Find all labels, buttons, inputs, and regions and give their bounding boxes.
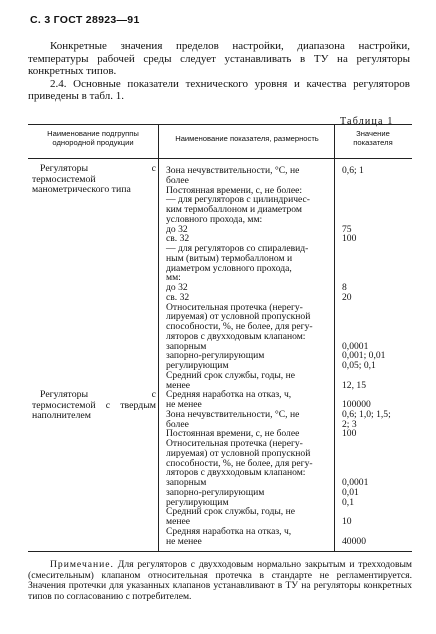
table-row-value: 8 xyxy=(342,282,347,293)
table-row-value: 0,0001 xyxy=(342,340,369,352)
table-row-value: 0,6; 1,0; 1,5; xyxy=(342,408,391,420)
table-row-indicator: до 32 xyxy=(166,223,188,235)
table-row-indicator: более xyxy=(166,418,189,430)
table-row-indicator: лируемая) от условной пропускной xyxy=(166,447,311,459)
table-row-value: 2; 3 xyxy=(342,418,357,430)
table-row-value: 0,6; 1 xyxy=(342,165,364,176)
table-row-indicator: Средний срок службы, годы, не xyxy=(166,369,295,381)
table-bottom-rule xyxy=(28,551,412,552)
table-row-indicator: св. 32 xyxy=(166,233,190,245)
table-row-indicator: Относительная протечка (нерегу- xyxy=(166,438,303,449)
table-note xyxy=(28,560,412,602)
intro-paragraph-2: 2.4. Основные показатели технического уровня и качества регуляторов приведены в табл. 1. xyxy=(28,77,410,102)
table-row-indicator: запорным xyxy=(166,477,207,488)
header-value-column: Значение показателя xyxy=(353,129,393,147)
table-row-indicator: не менее xyxy=(166,399,202,410)
indicators-table xyxy=(28,124,412,552)
table-row-value: 100000 xyxy=(342,399,371,410)
table-row-indicator: Относительная протечка (нерегу- xyxy=(166,301,303,313)
header-group-column: Наименование подгруппы однородной продукции xyxy=(47,129,139,147)
table-row-value: 40000 xyxy=(342,535,366,547)
table-row-indicator: Постоянная времени, с, не более: xyxy=(166,184,302,196)
intro-paragraph-1: Конкретные значения пределов настройки, диапазона настройки, температуры рабочей среды следует устанавливать в ТУ на регуляторы конкретных типов. xyxy=(28,40,410,77)
table-row-indicator: ляторов с двухходовым клапаном: xyxy=(166,467,306,479)
table-row-indicator: условного прохода, мм: xyxy=(166,213,263,225)
table-row-value: 100 xyxy=(342,233,357,245)
table-caption: Таблица 1 xyxy=(340,116,394,127)
note-text: Для регуляторов с двухходовым нормально закрытым и трехходовым (смесительным) клапаном относительная протечка в стандарте не регламентируется. Значения протечки для указанных клапанов устанавливают в ТУ на регуляторы конкретных типов по согласованию с потребителем. xyxy=(28,559,412,602)
table-row-value: 0,01 xyxy=(342,486,359,498)
table-row-value: 100 xyxy=(342,428,357,440)
table-row-indicator: более xyxy=(166,174,189,186)
table-row-value: 20 xyxy=(342,291,352,303)
table-row-value: 12, 15 xyxy=(342,379,366,391)
table-row-value: 10 xyxy=(342,516,352,527)
table-row-indicator: запорно-регулирующим xyxy=(166,486,265,498)
page-header: С. 3 ГОСТ 28923—91 xyxy=(30,14,140,26)
table-row-indicator: менее xyxy=(166,516,190,527)
intro-text xyxy=(28,40,410,103)
table-column-divider-2 xyxy=(334,124,335,552)
table-row-indicator: Постоянная времени, с, не более xyxy=(166,428,300,440)
table-row-value: 0,1 xyxy=(342,496,354,508)
table-row-indicator: лируемая) от условной пропускной xyxy=(166,311,311,323)
group-cell-manometric: Регуляторы с термосистемой манометрического типа xyxy=(32,163,156,195)
table-row-indicator: ным (витым) термобаллоном и xyxy=(166,252,293,264)
table-header-rule xyxy=(28,158,412,159)
table-row-indicator: Зона нечувствительности, °С, не xyxy=(166,408,300,420)
table-row-value: 75 xyxy=(342,223,352,235)
table-column-divider-1 xyxy=(158,124,159,552)
table-row-indicator: регулирующим xyxy=(166,496,229,508)
table-row-indicator: — для регуляторов с цилиндричес- xyxy=(166,194,310,206)
table-row-indicator: не менее xyxy=(166,535,202,547)
table-row-indicator: до 32 xyxy=(166,282,188,293)
table-row-indicator: св. 32 xyxy=(166,291,190,303)
table-row-indicator: ким термобаллоном и диаметром xyxy=(166,204,302,215)
table-row-indicator: Средняя наработка на отказ, ч, xyxy=(166,389,292,401)
table-row-indicator: запорным xyxy=(166,340,207,352)
table-row-indicator: диаметром условного прохода, xyxy=(166,262,292,274)
table-row-indicator: мм: xyxy=(166,272,181,284)
table-row-indicator: — для регуляторов со спиралевид- xyxy=(166,243,309,254)
table-top-rule xyxy=(28,124,412,125)
table-row-value: 0,001; 0,01 xyxy=(342,350,386,362)
table-row-indicator: запорно-регулирующим xyxy=(166,350,265,362)
header-indicator-column: Наименование показателя, размерность xyxy=(175,134,319,143)
table-row-indicator: менее xyxy=(166,379,190,391)
table-row-value: 0,05; 0,1 xyxy=(342,360,376,371)
note-label: Примечание. xyxy=(50,559,114,570)
table-row-indicator: способности, %, не более, для регу- xyxy=(166,321,313,332)
table-row-indicator: способности, %, не более, для регу- xyxy=(166,457,313,469)
table-row-indicator: регулирующим xyxy=(166,360,229,371)
table-row-indicator: Средний срок службы, годы, не xyxy=(166,506,295,518)
table-row-indicator: Зона нечувствительности, °С, не xyxy=(166,165,300,176)
group-cell-solid-filler: Регуляторы с термосистемой с твердым наполнителем xyxy=(32,389,156,421)
table-row-indicator: Средняя наработка на отказ, ч, xyxy=(166,525,292,537)
table-row-value: 0,0001 xyxy=(342,477,369,488)
table-row-indicator: ляторов с двухходовым клапаном: xyxy=(166,330,306,342)
